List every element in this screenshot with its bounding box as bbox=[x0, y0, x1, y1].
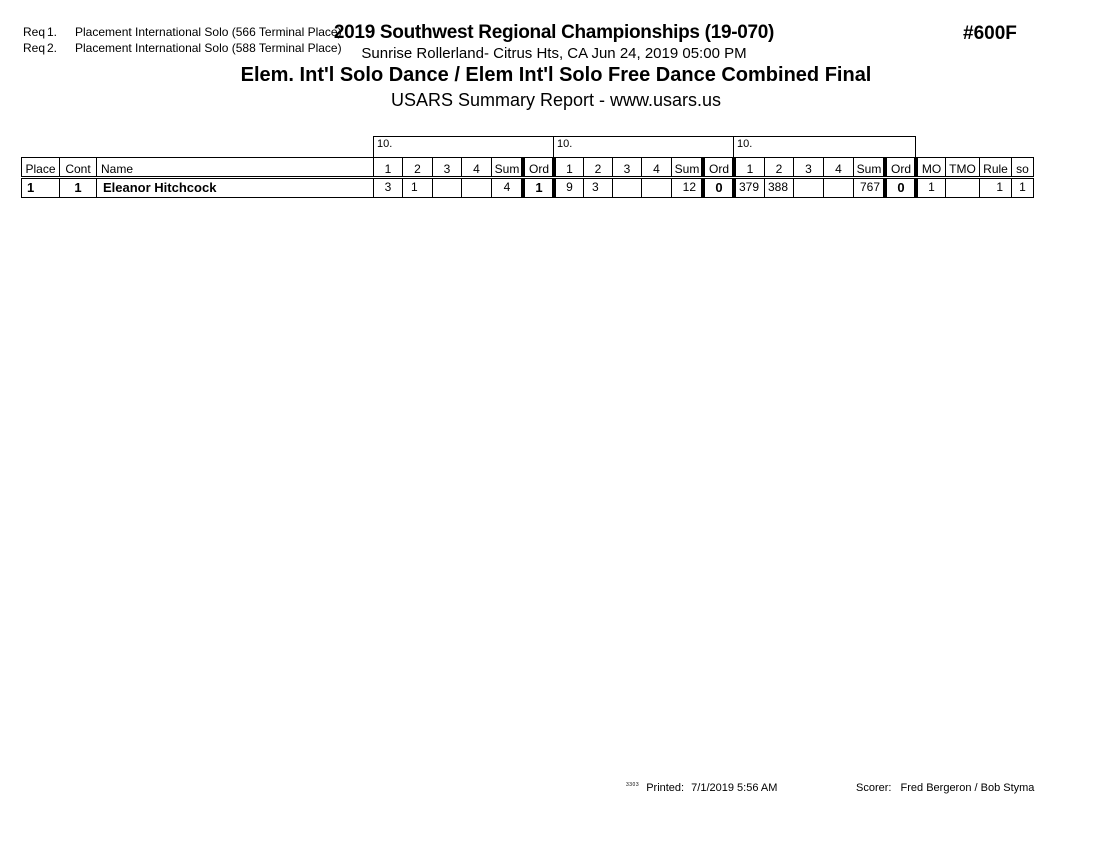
venue-datetime: Sunrise Rollerland- Citrus Hts, CA Jun 24, 2019 05:00 PM bbox=[361, 45, 747, 62]
req-number: 1. bbox=[47, 25, 58, 39]
col-header-g2-ord: Ord bbox=[701, 157, 734, 177]
cell-place: 1 bbox=[21, 179, 60, 198]
event-number: #600F bbox=[963, 23, 1017, 44]
cell-g3-ord: 0 bbox=[883, 179, 916, 198]
col-header-g3-ord: Ord bbox=[883, 157, 916, 177]
col-header-g3-j2: 2 bbox=[764, 157, 794, 177]
cell-g3-sum: 767 bbox=[853, 179, 885, 198]
cell-name: Eleanor Hitchcock bbox=[96, 179, 374, 198]
col-header-name: Name bbox=[96, 157, 374, 177]
req-text: Placement International Solo (566 Terminal Place) bbox=[75, 25, 342, 39]
cell-g1-ord: 1 bbox=[521, 179, 554, 198]
col-header-g2-j1: 1 bbox=[552, 157, 584, 177]
col-header-g2-j3: 3 bbox=[612, 157, 642, 177]
scorer-info bbox=[856, 782, 1034, 794]
report-subtitle: USARS Summary Report - www.usars.us bbox=[390, 90, 722, 110]
cell-g1-j3 bbox=[432, 179, 462, 198]
cell-g1-j1: 3 bbox=[373, 179, 403, 198]
cell-g2-j3 bbox=[612, 179, 642, 198]
scorer-value: Fred Bergeron / Bob Styma bbox=[900, 782, 1035, 794]
col-header-g1-sum: Sum bbox=[491, 157, 523, 177]
col-header-g1-j3: 3 bbox=[432, 157, 462, 177]
col-header-g1-j4: 4 bbox=[461, 157, 492, 177]
col-header-g3-j1: 1 bbox=[732, 157, 765, 177]
col-header-g3-j4: 4 bbox=[823, 157, 854, 177]
cell-g3-j4 bbox=[823, 179, 854, 198]
cell-g3-j3 bbox=[793, 179, 824, 198]
cell-g2-j1: 9 bbox=[552, 179, 584, 198]
cell-g2-ord: 0 bbox=[701, 179, 734, 198]
col-header-tmo: TMO bbox=[945, 157, 980, 177]
cell-g1-j4 bbox=[461, 179, 492, 198]
report-code: 3303 bbox=[626, 782, 640, 788]
col-header-g1-j1: 1 bbox=[373, 157, 403, 177]
col-header-g1-j2: 2 bbox=[402, 157, 433, 177]
col-header-g2-sum: Sum bbox=[671, 157, 703, 177]
cell-g3-j2: 388 bbox=[764, 179, 794, 198]
col-header-place: Place bbox=[21, 157, 60, 177]
cell-g2-j2: 3 bbox=[583, 179, 613, 198]
col-header-so: so bbox=[1011, 157, 1034, 177]
printed-info bbox=[626, 782, 777, 794]
cell-tmo bbox=[945, 179, 980, 198]
group-header-3: 10. bbox=[733, 136, 916, 157]
competition-title: 2019 Southwest Regional Championships (19-070) bbox=[333, 22, 775, 43]
req-label: Req bbox=[23, 41, 46, 55]
col-header-mo: MO bbox=[914, 157, 946, 177]
group-header-1: 10. bbox=[373, 136, 554, 157]
req-text: Placement International Solo (588 Terminal Place) bbox=[75, 41, 342, 55]
col-header-g2-j4: 4 bbox=[641, 157, 672, 177]
cell-mo: 1 bbox=[914, 179, 946, 198]
cell-g1-j2: 1 bbox=[402, 179, 433, 198]
col-header-g1-ord: Ord bbox=[521, 157, 554, 177]
cell-so: 1 bbox=[1011, 179, 1034, 198]
cell-cont: 1 bbox=[59, 179, 97, 198]
col-header-rule: Rule bbox=[979, 157, 1012, 177]
cell-g3-j1: 379 bbox=[732, 179, 765, 198]
cell-rule: 1 bbox=[979, 179, 1012, 198]
col-header-g3-j3: 3 bbox=[793, 157, 824, 177]
scorer-label: Scorer: bbox=[856, 782, 892, 794]
col-header-g3-sum: Sum bbox=[853, 157, 885, 177]
group-header-2: 10. bbox=[553, 136, 734, 157]
printed-label: Printed: bbox=[646, 782, 685, 794]
req-label: Req bbox=[23, 25, 46, 39]
event-title: Elem. Int'l Solo Dance / Elem Int'l Solo Free Dance Combined Final bbox=[240, 64, 872, 86]
col-header-cont: Cont bbox=[59, 157, 97, 177]
cell-g1-sum: 4 bbox=[491, 179, 523, 198]
printed-value: 7/1/2019 5:56 AM bbox=[691, 782, 778, 794]
col-header-g2-j2: 2 bbox=[583, 157, 613, 177]
cell-g2-sum: 12 bbox=[671, 179, 703, 198]
cell-g2-j4 bbox=[641, 179, 672, 198]
req-number: 2. bbox=[47, 41, 58, 55]
